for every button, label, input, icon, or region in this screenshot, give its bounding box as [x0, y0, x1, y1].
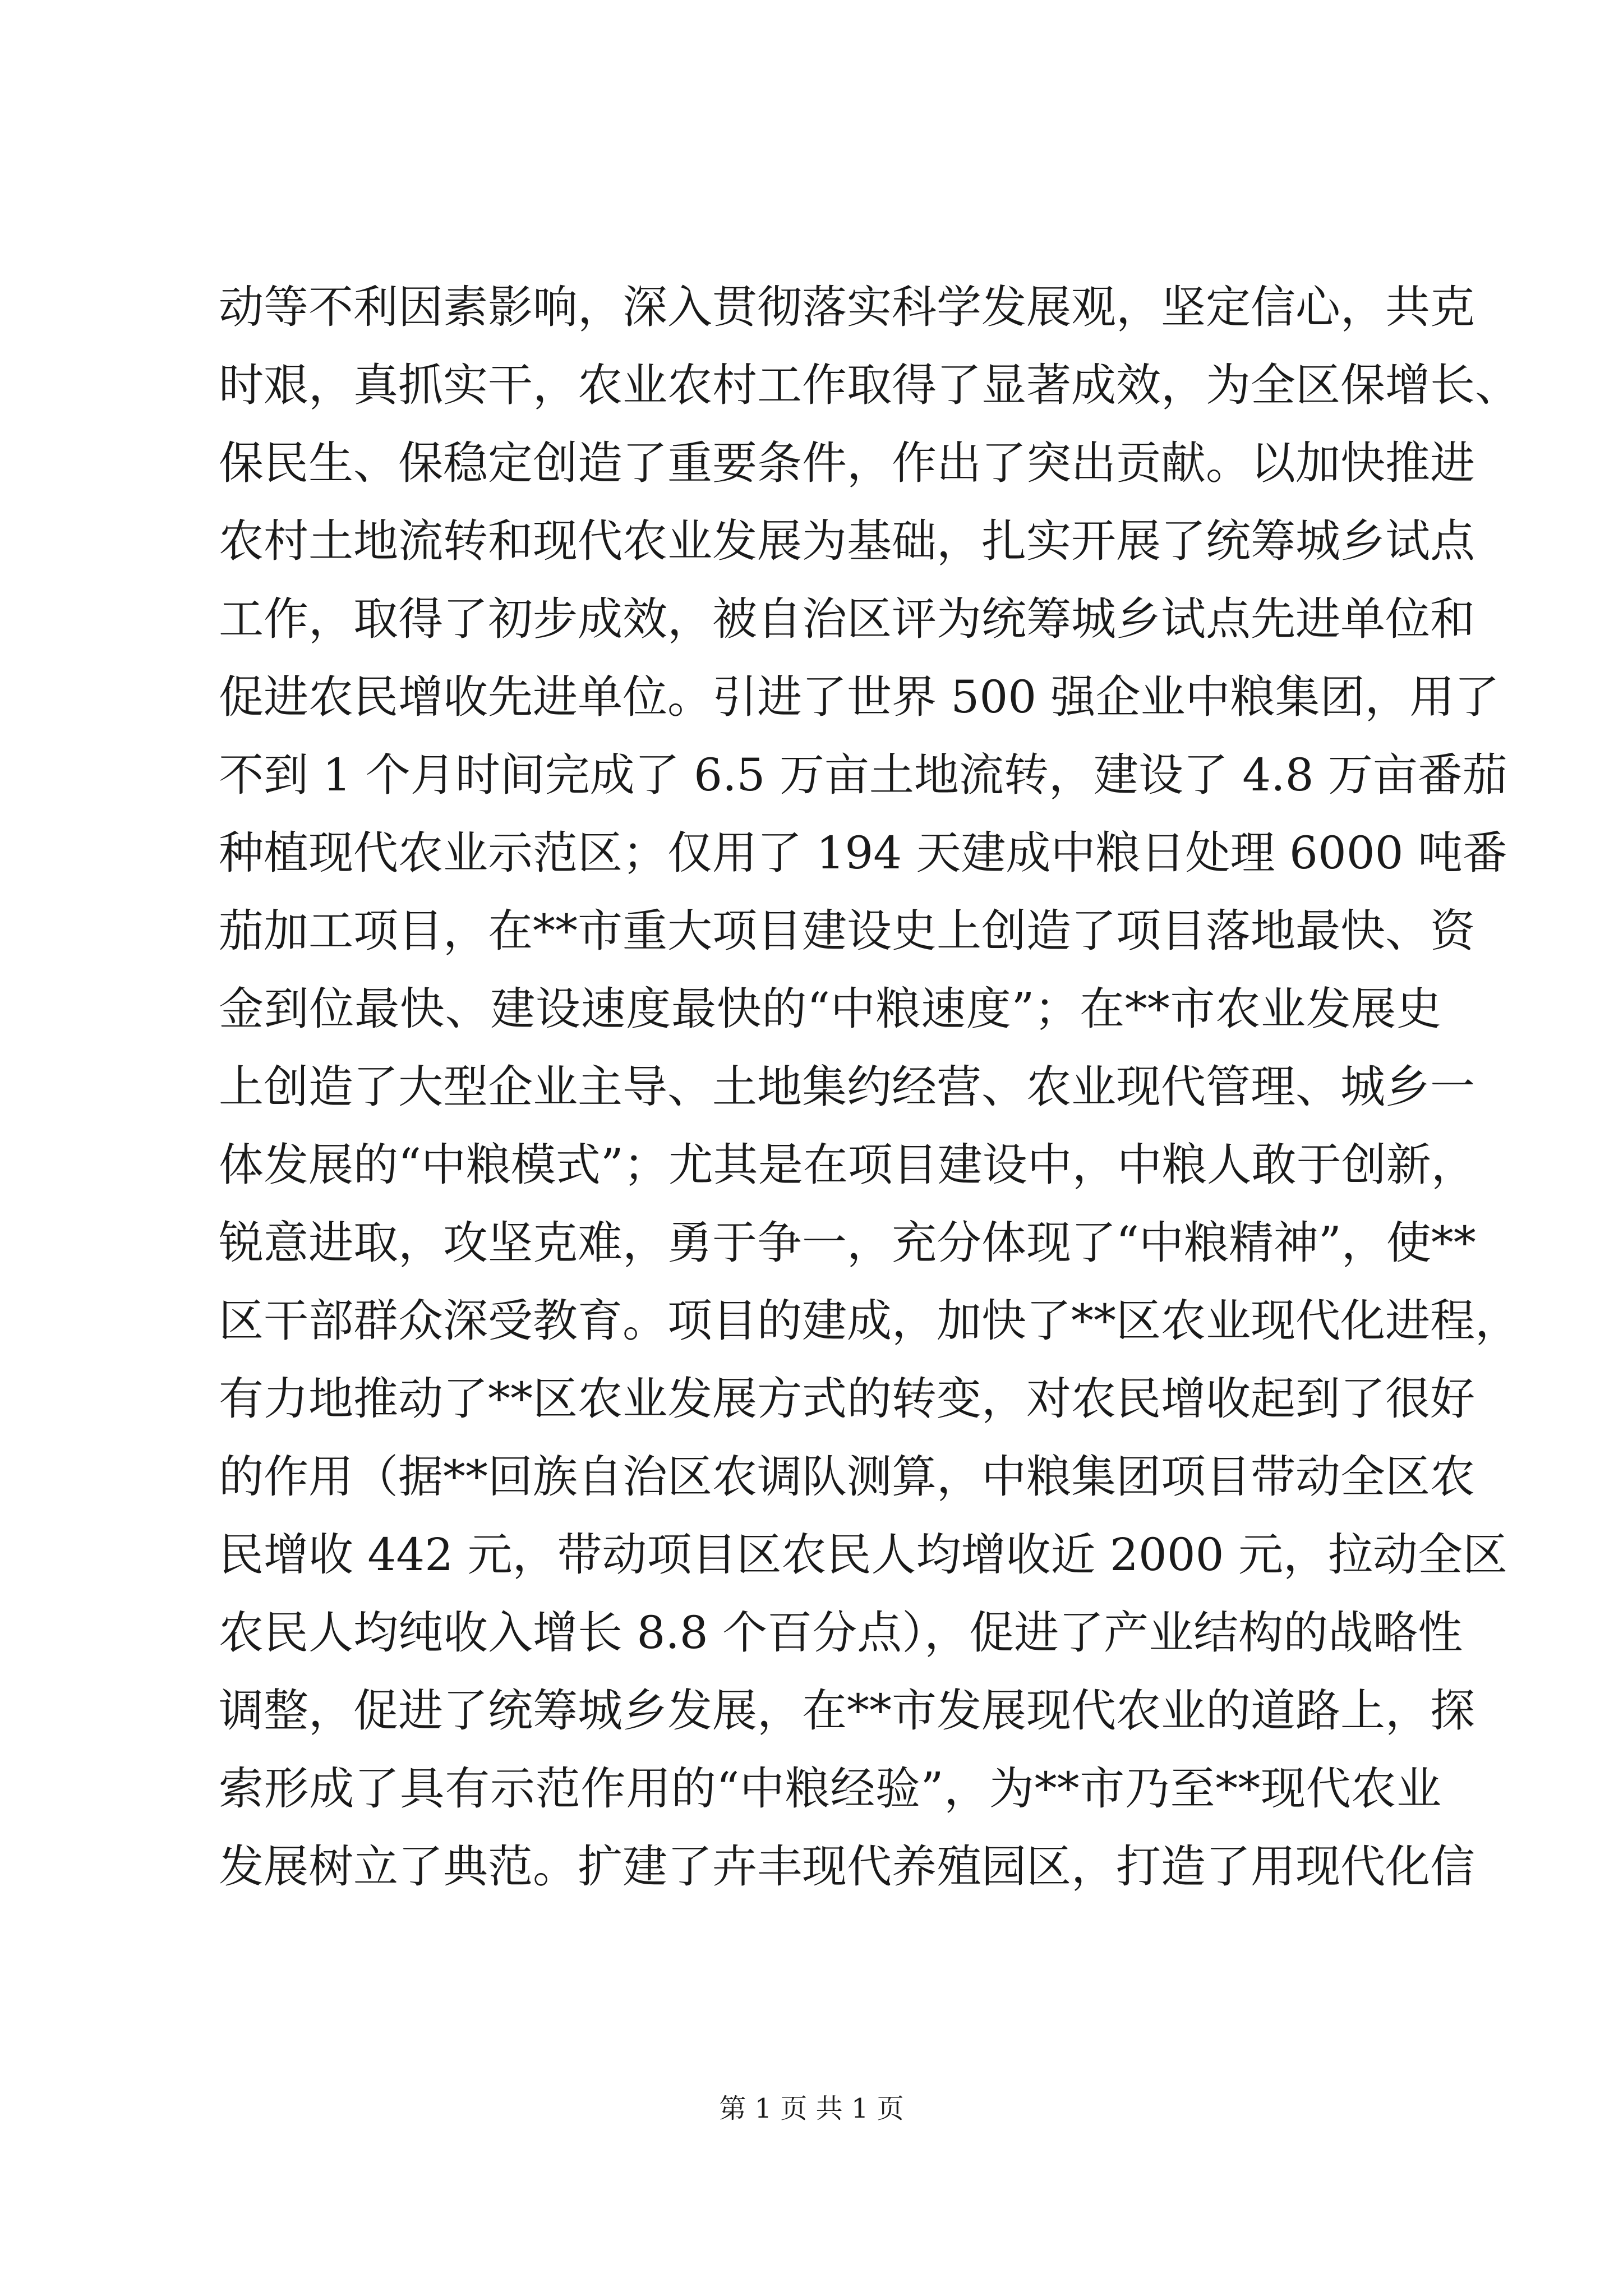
text-line: 有力地推动了**区农业发展方式的转变，对农民增收起到了很好 — [219, 1373, 1475, 1425]
text-line: 调整，促进了统筹城乡发展，在**市发展现代农业的道路上，探 — [219, 1685, 1475, 1737]
text-line: 农民人均纯收入增长 8.8 个百分点），促进了产业结构的战略性 — [219, 1607, 1463, 1659]
text-line: 种植现代农业示范区；仅用了 194 天建成中粮日处理 6000 吨番 — [219, 827, 1508, 879]
text-line: 民增收 442 元，带动项目区农民人均增收近 2000 元，拉动全区 — [219, 1529, 1508, 1581]
page-footer: 第 1 页 共 1 页 — [719, 2093, 904, 2124]
text-line: 保民生、保稳定创造了重要条件，作出了突出贡献。以加快推进 — [219, 437, 1475, 489]
text-line: 金到位最快、建设速度最快的“中粮速度”；在**市农业发展史 — [219, 983, 1441, 1035]
body-paragraph — [219, 268, 1520, 1906]
text-line: 不到 1 个月时间完成了 6.5 万亩土地流转，建设了 4.8 万亩番茄 — [219, 749, 1507, 801]
text-line: 促进农民增收先进单位。引进了世界 500 强企业中粮集团，用了 — [219, 671, 1500, 723]
text-line: 茄加工项目，在**市重大项目建设史上创造了项目落地最快、资 — [219, 905, 1475, 957]
text-line: 农村土地流转和现代农业发展为基础，扎实开展了统筹城乡试点 — [219, 515, 1475, 567]
text-line: 动等不利因素影响，深入贯彻落实科学发展观，坚定信心，共克 — [219, 281, 1475, 333]
text-line: 区干部群众深受教育。项目的建成，加快了**区农业现代化进程， — [219, 1295, 1520, 1347]
text-line: 锐意进取，攻坚克难，勇于争一，充分体现了“中粮精神”，使** — [219, 1217, 1476, 1269]
text-line: 的作用（据**回族自治区农调队测算，中粮集团项目带动全区农 — [219, 1451, 1475, 1503]
text-line: 时艰，真抓实干，农业农村工作取得了显著成效，为全区保增长、 — [219, 359, 1520, 411]
text-line: 发展树立了典范。扩建了卉丰现代养殖园区，打造了用现代化信 — [219, 1841, 1475, 1893]
text-line: 体发展的“中粮模式”；尤其是在项目建设中，中粮人敢于创新， — [219, 1139, 1476, 1191]
text-line: 工作，取得了初步成效，被自治区评为统筹城乡试点先进单位和 — [219, 593, 1475, 645]
text-line: 索形成了具有示范作用的“中粮经验”，为**市乃至**现代农业 — [219, 1763, 1441, 1815]
text-line: 上创造了大型企业主导、土地集约经营、农业现代管理、城乡一 — [219, 1061, 1475, 1113]
